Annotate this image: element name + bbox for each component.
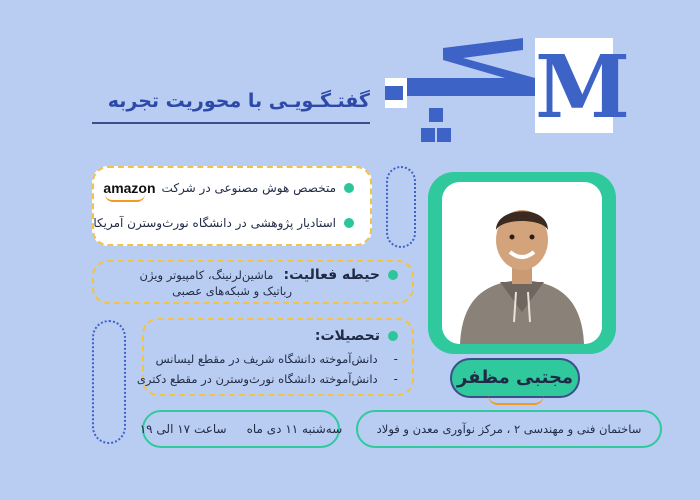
bullet-dot-icon [388, 331, 398, 341]
bio-item-1-text: متخصص هوش مصنوعی در شرکت [161, 181, 336, 195]
speaker-photo [442, 182, 602, 344]
location-text: ساختمان فنی و مهندسی ۲ ، مرکز نوآوری معدن و فولاد [376, 422, 642, 436]
education-title: تحصیلات: [314, 328, 380, 344]
education-item-2-text: دانش‌آموخته دانشگاه نورث‌وسترن در مقطع دکتری [136, 372, 378, 386]
activity-field-panel [92, 260, 414, 304]
amazon-logo: amazon [103, 180, 155, 196]
decorative-dotted-pill [92, 320, 126, 444]
activity-field-row [140, 267, 398, 283]
education-panel [136, 318, 414, 396]
logo-kap-glyph [385, 38, 535, 163]
speaker-portrait-icon [442, 182, 602, 344]
bullet-dot-icon [388, 270, 398, 280]
speaker-photo-frame [428, 172, 616, 354]
activity-field-line-1: ماشین‌لرنینگ، کامپیوتر ویژن [139, 268, 274, 282]
bullet-dot-icon [344, 218, 354, 228]
event-subtitle: گفتـگـویـی با محوریت تجربه [107, 90, 370, 112]
decorative-dotted-pill [386, 166, 416, 248]
schedule-box [139, 410, 343, 448]
bio-panel [92, 166, 372, 246]
bio-item-2-text: استادیار پژوهشی در دانشگاه نورث‌وسترن آمریکا [93, 216, 336, 230]
subtitle-underline [92, 122, 370, 124]
education-item-1-text: دانش‌آموخته دانشگاه شریف در مقطع لیسانس [155, 352, 378, 366]
education-item-2: - دانش‌آموخته دانشگاه نورث‌وسترن در مقطع دکتری [136, 372, 398, 386]
speaker-name-badge: مجتبی مظفر [450, 358, 580, 398]
schedule-time: ساعت ۱۷ الی ۱۹ [139, 422, 227, 436]
event-logo [385, 37, 631, 163]
bio-item-1 [103, 180, 354, 196]
activity-field-line-2: رباتیک و شبکه‌های عصبی [172, 284, 292, 298]
activity-field-title: حیطه فعالیت: [283, 267, 380, 283]
education-title-row [315, 328, 398, 344]
schedule-date: سه‌شنبه ۱۱ دی ماه [246, 422, 343, 436]
education-item-1: - دانش‌آموخته دانشگاه شریف در مقطع لیسانس [155, 352, 398, 366]
logo-m-letter: M [535, 37, 631, 138]
location-box [356, 410, 662, 448]
amazon-smile-icon [488, 395, 544, 405]
bio-item-2 [93, 216, 354, 230]
bullet-dot-icon [344, 183, 354, 193]
amazon-smile-icon [105, 194, 145, 202]
